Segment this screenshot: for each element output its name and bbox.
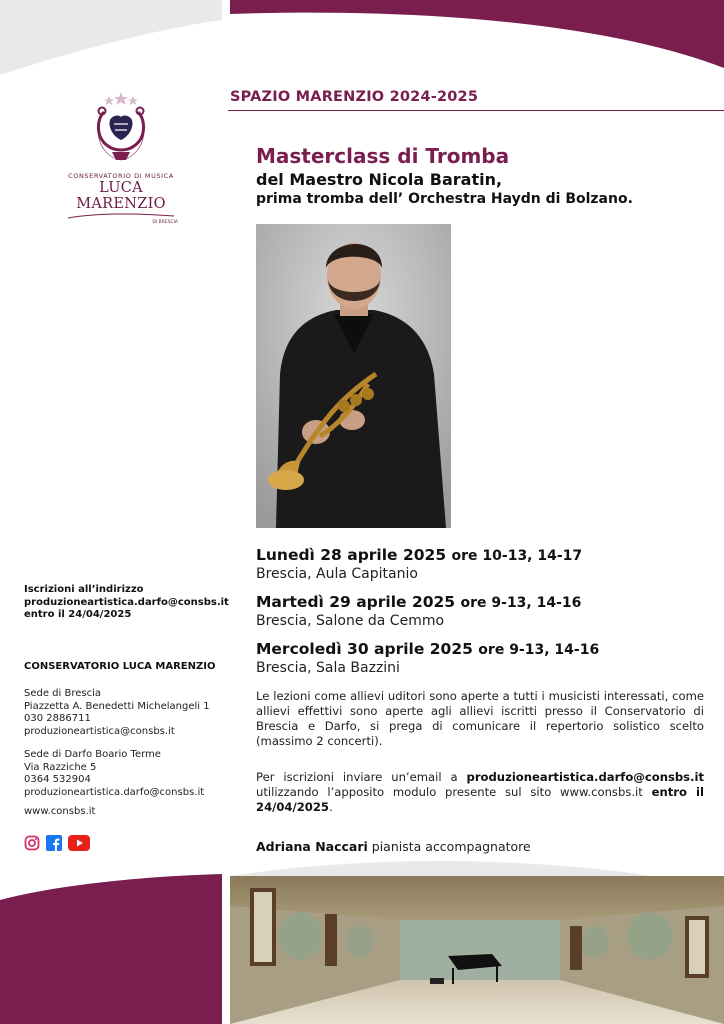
schedule-item [256,593,716,629]
logo-line1: CONSERVATORIO DI MUSICA [68,172,174,180]
sidebar-brescia-address: Sede di Brescia Piazzetta A. Benedetti Michelangeli 1 030 2886711 produzioneartistica@consbs.it [24,688,229,738]
sidebar-darfo-address: Sede di Darfo Boario Terme Via Razziche 5 0364 532904 produzioneartistica.darfo@consbs.it [24,749,229,799]
enrollment-email[interactable]: produzioneartistica.darfo@consbs.it [466,770,704,784]
sidebar-website[interactable]: www.consbs.it [24,806,96,817]
season-heading: SPAZIO MARENZIO 2024-2025 [230,89,479,105]
season-divider [228,110,724,111]
instagram-icon[interactable] [24,835,40,855]
event-title: Masterclass di Tromba [256,144,510,168]
sidebar-enroll-email[interactable]: produzioneartistica.darfo@consbs.it [24,596,229,608]
logo-swash-icon [66,212,176,220]
accompanist-role: pianista accompagnatore [367,839,531,854]
schedule-date: Martedì 29 aprile 2025 ore 9-13, 14-16 [256,593,582,611]
social-links [24,835,90,855]
logo-line3: DI BRESCIA [152,220,178,225]
enrollment-deadline: entro il 24/04/2025 [256,785,704,814]
accompanist-line [256,839,531,854]
schedule-date: Lunedì 28 aprile 2025 ore 10-13, 14-17 [256,546,583,564]
enrollment-instructions: Per iscrizioni inviare un’email a produzioneartistica.darfo@consbs.it utilizzando l’apposito modulo presente sul sito www.consbs.it entro il 24/04/2025. [256,770,704,814]
schedule-location: Brescia, Aula Capitanio [256,566,418,582]
trumpeter-photo [256,224,451,528]
event-subtitle-2: prima tromba dell’ Orchestra Haydn di Bolzano. [256,191,633,207]
facebook-icon[interactable] [46,835,62,855]
schedule-location: Brescia, Salone da Cemmo [256,613,445,629]
conservatory-logo [56,90,186,225]
schedule-date: Mercoledì 30 aprile 2025 ore 9-13, 14-16 [256,640,600,658]
sidebar-darfo-email[interactable]: produzioneartistica.darfo@consbs.it [24,786,205,798]
accompanist-name: Adriana Naccari [256,839,368,854]
schedule-item [256,640,716,676]
event-subtitle-1: del Maestro Nicola Baratin, [256,170,503,189]
youtube-icon[interactable] [68,835,90,855]
sidebar-brescia-email[interactable]: produzioneartistica@consbs.it [24,725,175,737]
lessons-description: Le lezioni come allievi uditori sono aperte a tutti i musicisti interessati, come allievi effettivi sono aperte agli allievi iscritti presso il Conservatorio di Brescia e Darfo, si prega di comunicare il repertorio solistico scelto (massimo 2 concerti). [256,689,704,748]
schedule-item [256,546,716,582]
logo-line2: LUCA MARENZIO [76,180,166,212]
sidebar-org-name: CONSERVATORIO LUCA MARENZIO [24,661,216,672]
schedule-location: Brescia, Sala Bazzini [256,660,400,676]
sidebar-enrollment: Iscrizioni all’indirizzo produzioneartistica.darfo@consbs.it entro il 24/04/2025 [24,584,229,620]
lyre-lion-emblem-icon [90,90,152,168]
concert-hall-photo [230,876,724,1024]
